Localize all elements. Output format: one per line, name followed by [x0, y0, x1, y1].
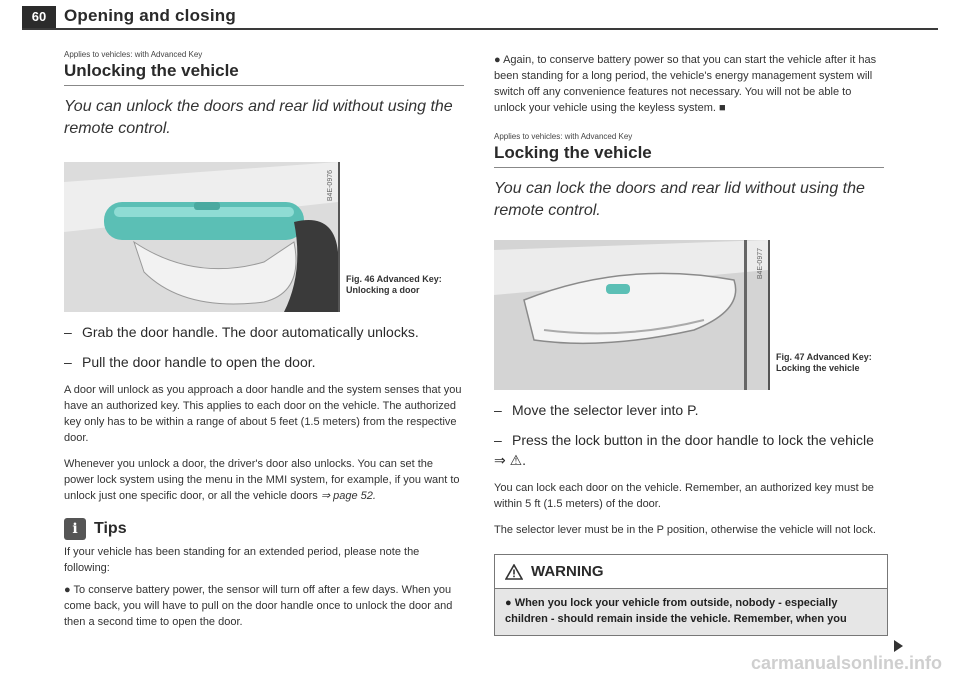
- paragraph-selector: The selector lever must be in the P position, otherwise the vehicle will not lock.: [494, 524, 876, 536]
- tips-bullet-text: To conserve battery power, the sensor will turn off after a few days. When you come back, you will have to pull on the door handle once to unlock the door and then a second time to open the door.: [64, 584, 453, 628]
- lock-step-1-text: Move the selector lever into P.: [512, 402, 699, 418]
- figure-47-caption-line1: Fig. 47 Advanced Key:: [776, 352, 872, 362]
- page-number: 60: [22, 6, 56, 28]
- intro-locking: You can lock the doors and rear lid without using the remote control.: [494, 180, 865, 219]
- warning-text: ● When you lock your vehicle from outside, nobody - especially children - should remain inside the vehicle. Remember, when you: [495, 589, 887, 635]
- step-2-text: Pull the door handle to open the door.: [82, 354, 316, 370]
- warning-box: [494, 554, 888, 636]
- warning-label: WARNING: [531, 563, 604, 580]
- continue-arrow-icon: [894, 640, 903, 652]
- figure-47-code: B4E-0977: [757, 248, 764, 280]
- tips-label: Tips: [94, 520, 127, 537]
- lock-step-2-text: Press the lock button in the door handle to lock the vehicle ⇒ ⚠.: [494, 432, 874, 468]
- figure-46-caption: [346, 274, 442, 296]
- figure-47-image: [494, 240, 770, 390]
- paragraph-power-lock: [64, 456, 464, 504]
- warning-header: [495, 555, 887, 589]
- intro-unlocking: You can unlock the doors and rear lid without using the remote control.: [64, 98, 453, 137]
- battery-bullet: ● Again, to conserve battery power so that you can start the vehicle after it has been standing for a long period, the vehicle's energy management system will switch off any convenience features not necessary. You will not be able to unlock your vehicle using the keyless system. ■: [494, 54, 877, 114]
- lock-step-2: – Press the lock button in the door handle to lock the vehicle ⇒ ⚠.: [494, 432, 874, 468]
- figure-46-caption-line1: Fig. 46 Advanced Key:: [346, 274, 442, 284]
- tips-bullet: ● To conserve battery power, the sensor will turn off after a few days. When you come back, you will have to pull on the door handle once to unlock the door and then a second time to open the door.: [64, 584, 453, 628]
- figure-46-code: B4E-0976: [327, 170, 334, 202]
- step-2: – Pull the door handle to open the door.: [64, 354, 316, 370]
- header-rule: [22, 28, 938, 30]
- heading-locking: Locking the vehicle: [494, 143, 884, 168]
- lock-step-1: – Move the selector lever into P.: [494, 402, 699, 418]
- paragraph-power-lock-text: Whenever you unlock a door, the driver's door also unlocks. You can set the power lock system using the menu in the MMI system, for example, if you want to unlock just one specific door, or all the vehicle doors: [64, 458, 460, 502]
- page-header: [0, 0, 960, 30]
- tips-intro: If your vehicle has been standing for an extended period, please note the following:: [64, 546, 420, 574]
- paragraph-range: A door will unlock as you approach a door handle and the system senses that you have an authorized key. This applies to each door on the vehicle. The authorized key only has to be within a range of about 5 feet (1.5 meters) from the respective door.: [64, 384, 462, 444]
- battery-bullet-text: Again, to conserve battery power so that you can start the vehicle after it has been standing for a long period, the vehicle's energy management system will switch off any convenience features not necessary. You will not be able to unlock your vehicle using the keyless system. ■: [494, 54, 877, 114]
- paragraph-lock-range: You can lock each door on the vehicle. Remember, an authorized key must be within 5 ft (1.5 meters) of the door.: [494, 482, 874, 510]
- figure-46-caption-line2: Unlocking a door: [346, 285, 420, 295]
- section-title: Opening and closing: [64, 6, 236, 25]
- watermark: carmanualsonline.info: [750, 653, 942, 673]
- figure-47-caption: [776, 352, 872, 374]
- lock-handle-illustration: [494, 240, 768, 390]
- left-column: [64, 40, 464, 630]
- tips-header: [64, 518, 464, 540]
- right-column: [494, 40, 884, 636]
- figure-47: [494, 240, 884, 390]
- info-icon: i: [64, 518, 86, 540]
- step-1: – Grab the door handle. The door automatically unlocks.: [64, 324, 419, 340]
- figure-46: [64, 162, 464, 312]
- applies-note-locking: Applies to vehicles: with Advanced Key: [494, 132, 633, 141]
- heading-unlocking: Unlocking the vehicle: [64, 61, 464, 86]
- step-1-text: Grab the door handle. The door automatically unlocks.: [82, 324, 419, 340]
- applies-note: Applies to vehicles: with Advanced Key: [64, 50, 203, 59]
- figure-46-image: [64, 162, 340, 312]
- warning-triangle-icon: [505, 564, 523, 580]
- page-52-link[interactable]: ⇒ page 52.: [320, 490, 376, 502]
- figure-47-caption-line2: Locking the vehicle: [776, 363, 860, 373]
- door-handle-illustration: [64, 162, 338, 312]
